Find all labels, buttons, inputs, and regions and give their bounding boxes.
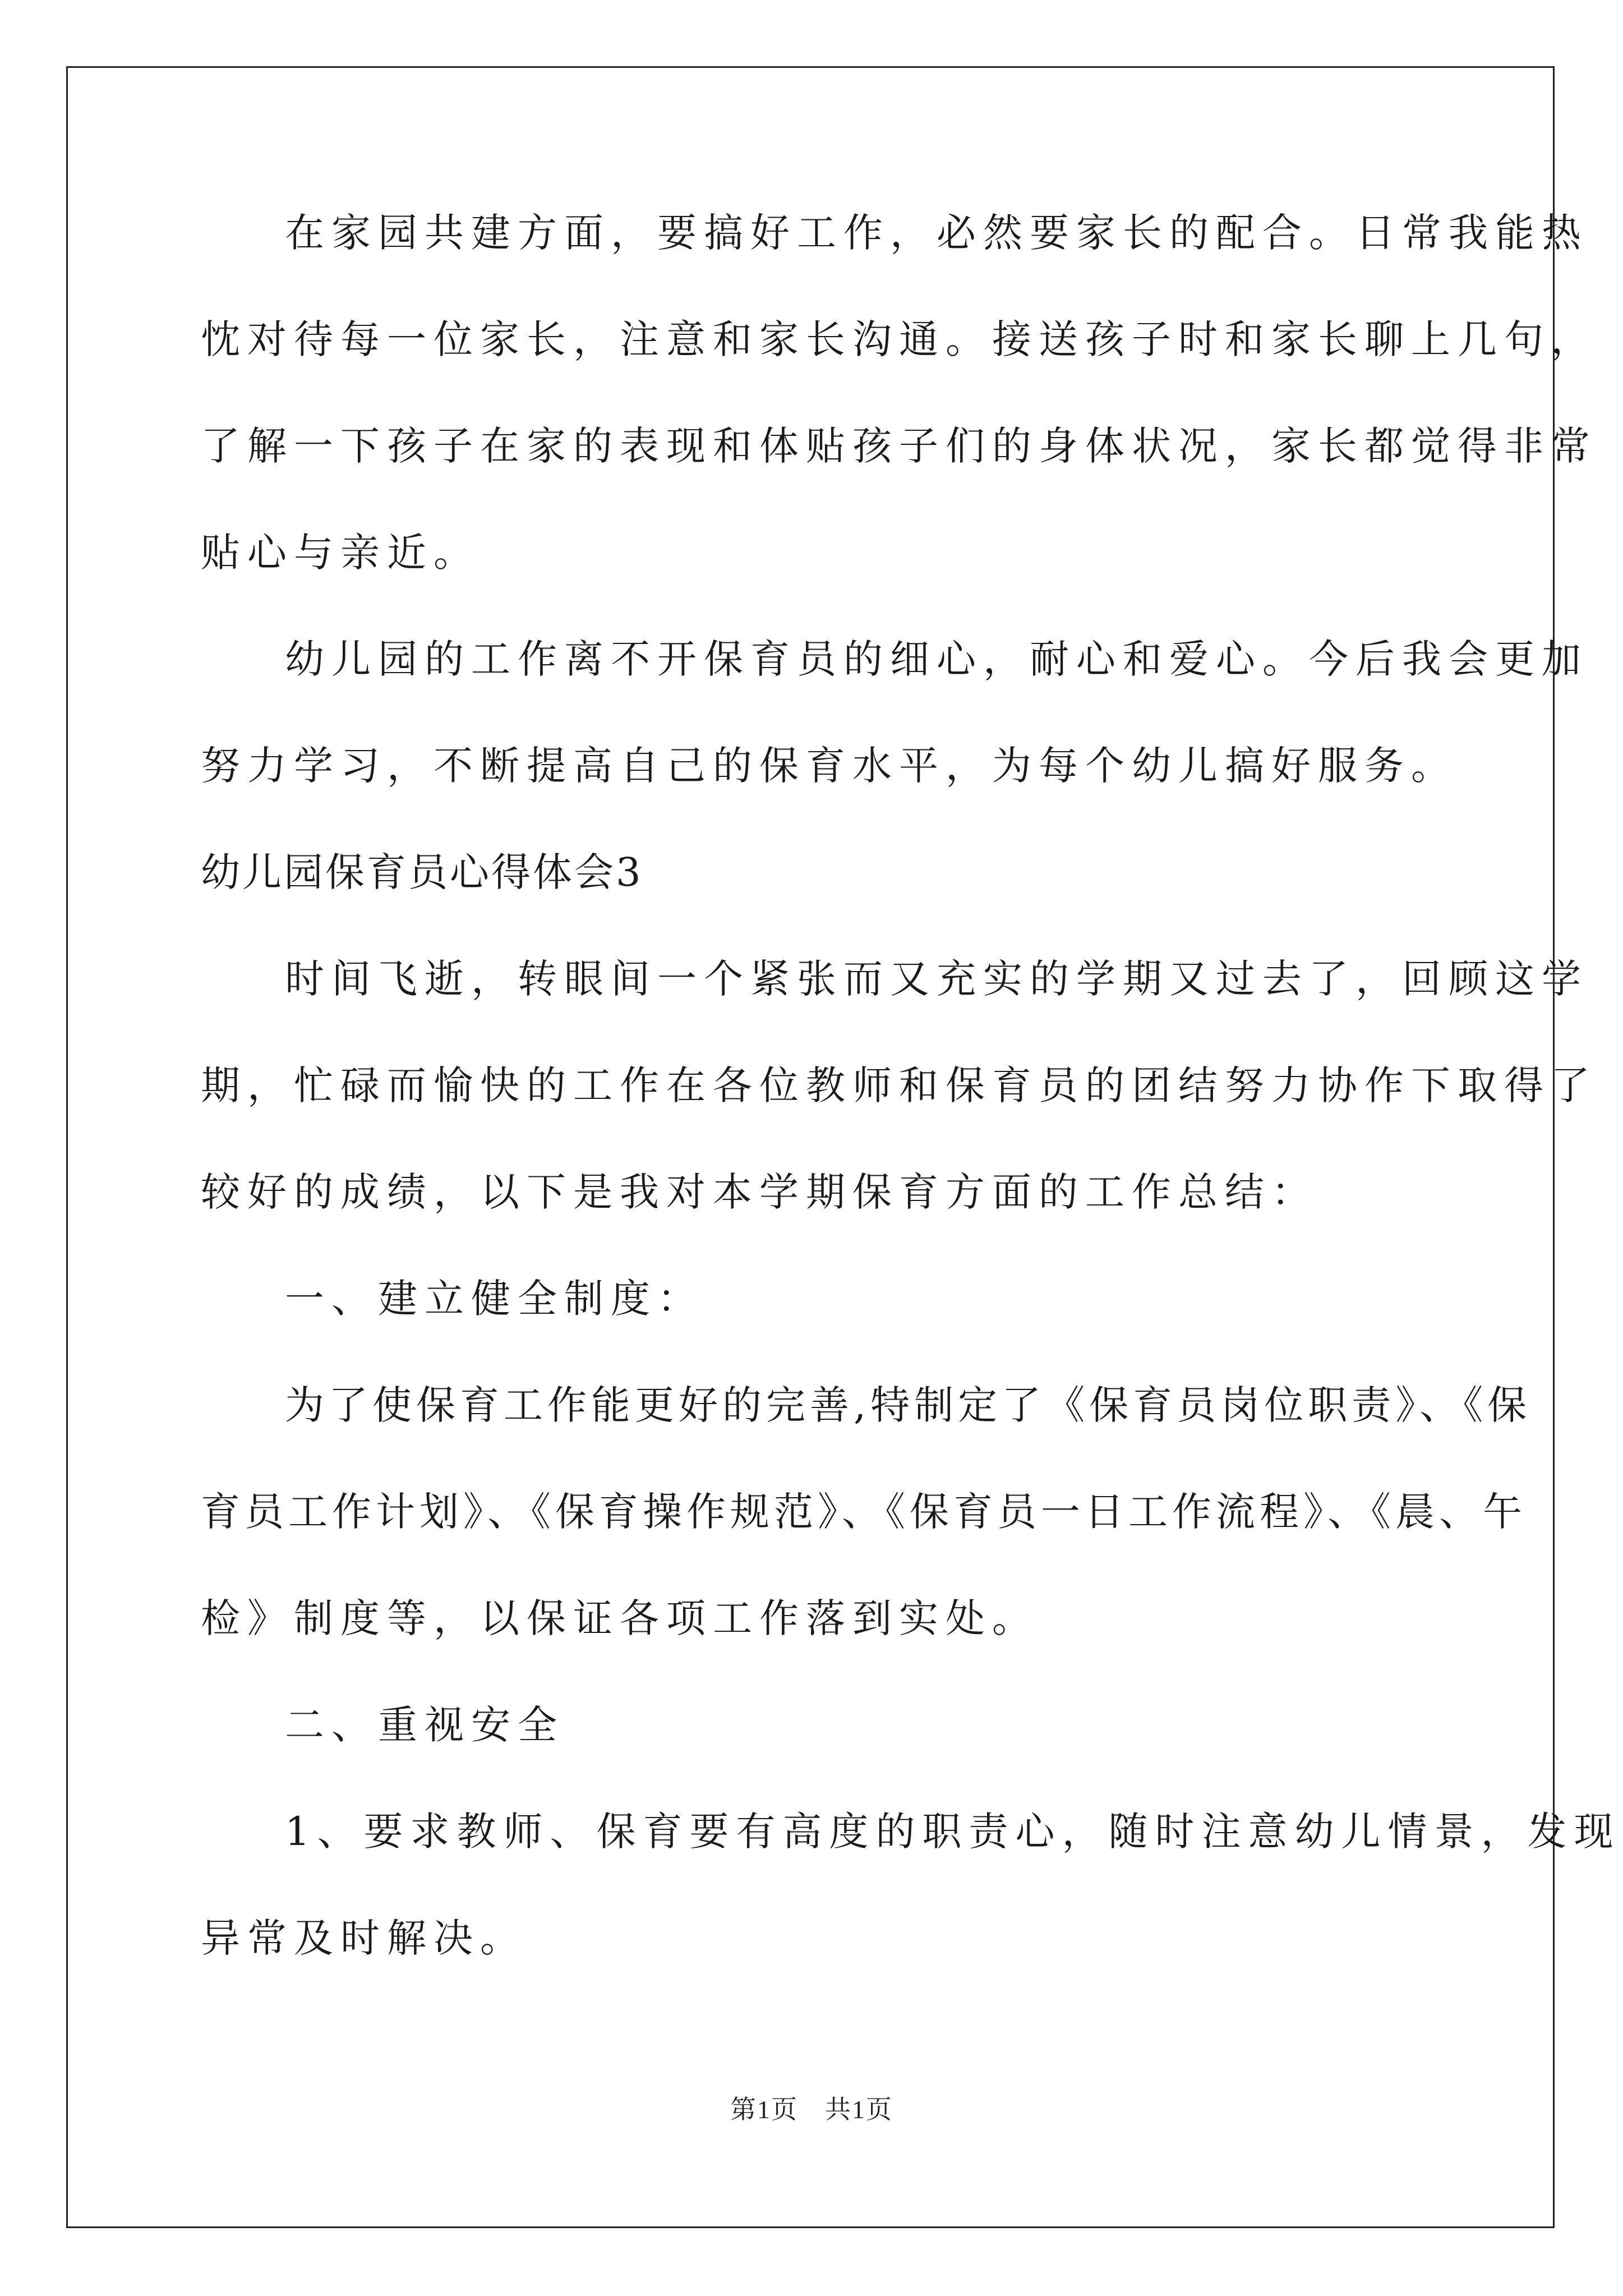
text-line: 育员工作计划》、《保育操作规范》、《保育员一日工作流程》、《晨、午: [201, 1489, 1527, 1535]
page-footer: [0, 2096, 1623, 2124]
text-line: 了解一下孩子在家的表现和体贴孩子们的身体状况，家长都觉得非常: [201, 423, 1597, 469]
text-line: 幼儿园的工作离不开保育员的细心，耐心和爱心。今后我会更加: [285, 636, 1588, 682]
paragraph-semester-review: [201, 956, 1597, 1215]
text-line: 较好的成绩，以下是我对本学期保育方面的工作总结：: [201, 1169, 1318, 1215]
subheading-establish-system: [201, 1276, 1435, 1322]
text-line: 二、重视安全: [285, 1702, 564, 1748]
paragraph-home-school-cooperation: [201, 210, 1597, 576]
text-line: 1、要求教师、保育要有高度的职责心，随时注意幼儿情景，发现: [285, 1809, 1621, 1855]
page-total: 共1页: [825, 2095, 893, 2124]
text-line: 为了使保育工作能更好的完善,特制定了《保育员岗位职责》、《保: [285, 1382, 1532, 1428]
text-line: 忱对待每一位家长，注意和家长沟通。接送孩子时和家长聊上几句，: [201, 316, 1597, 362]
text-line: 努力学习，不断提高自己的保育水平，为每个幼儿搞好服务。: [201, 743, 1458, 789]
text-line: 一、建立健全制度：: [285, 1276, 704, 1322]
text-line: 在家园共建方面，要搞好工作，必然要家长的配合。日常我能热: [285, 210, 1588, 256]
document-body: [201, 210, 1621, 1961]
page-number: 第1页: [730, 2095, 798, 2124]
paragraph-regulations: [201, 1382, 1532, 1641]
text-line: 贴心与亲近。: [201, 530, 480, 576]
text-line: 期，忙碌而愉快的工作在各位教师和保育员的团结努力协作下取得了: [201, 1062, 1597, 1108]
paragraph-safety-requirements: [201, 1809, 1621, 1961]
paragraph-future-plan: [201, 636, 1588, 789]
text-line: 异常及时解决。: [201, 1915, 527, 1961]
text-line: 时间飞逝，转眼间一个紧张而又充实的学期又过去了，回顾这学: [285, 956, 1588, 1002]
subheading-safety: [201, 1702, 1435, 1748]
section-heading: [201, 849, 1435, 895]
text-line: 检》制度等，以保证各项工作落到实处。: [201, 1595, 1039, 1641]
heading-text: 幼儿园保育员心得体会3: [201, 849, 643, 895]
